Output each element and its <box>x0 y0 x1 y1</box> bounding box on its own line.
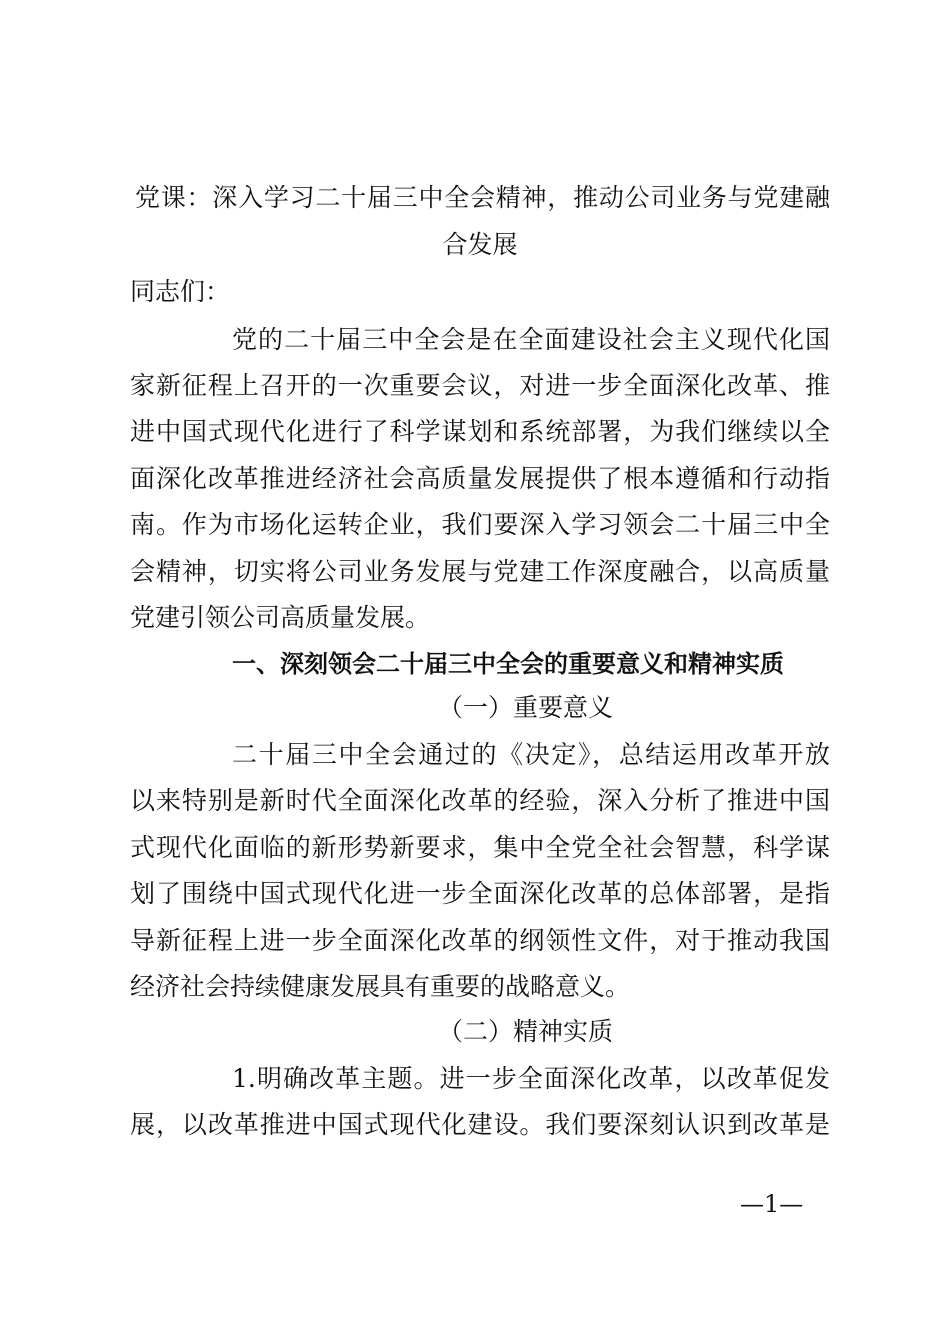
intro-line: 南。作为市场化运转企业，我们要深入学习领会二十届三中全 <box>130 510 830 539</box>
paragraph-line: 1.明确改革主题。进一步全面深化改革，以改革促发 <box>232 1064 830 1093</box>
intro-line: 党的二十届三中全会是在全面建设社会主义现代化国 <box>232 325 830 354</box>
paragraph-line: 式现代化面临的新形势新要求，集中全党全社会智慧，科学谋 <box>130 833 830 862</box>
intro-line: 会精神，切实将公司业务发展与党建工作深度融合，以高质量 <box>130 557 830 586</box>
document-title: 党课：深入学习二十届三中全会精神，推动公司业务与党建融 <box>135 183 830 212</box>
paragraph-line: 导新征程上进一步全面深化改革的纲领性文件，对于推动我国 <box>130 926 830 955</box>
paragraph-line: 划了围绕中国式现代化进一步全面深化改革的总体部署，是指 <box>130 879 830 908</box>
section-heading: 一、深刻领会二十届三中全会的重要意义和精神实质 <box>232 649 784 678</box>
document-title-continued: 合发展 <box>442 230 518 259</box>
intro-line: 进中国式现代化进行了科学谋划和系统部署，为我们继续以全 <box>130 417 830 446</box>
page-number: —1— <box>740 1190 804 1218</box>
paragraph-line: 展，以改革推进中国式现代化建设。我们要深刻认识到改革是 <box>130 1110 830 1139</box>
paragraph-line: 二十届三中全会通过的《决定》，总结运用改革开放 <box>232 740 830 769</box>
intro-line: 党建引领公司高质量发展。 <box>130 603 431 632</box>
paragraph-line: 以来特别是新时代全面深化改革的经验，深入分析了推进中国 <box>130 786 830 815</box>
subsection-heading: （一）重要意义 <box>438 693 614 722</box>
intro-line: 面深化改革推进经济社会高质量发展提供了根本遵循和行动指 <box>130 464 830 493</box>
intro-line: 家新征程上召开的一次重要会议，对进一步全面深化改革、推 <box>130 371 830 400</box>
salutation: 同志们： <box>130 277 231 306</box>
subsection-heading: （二）精神实质 <box>438 1017 614 1046</box>
paragraph-line: 经济社会持续健康发展具有重要的战略意义。 <box>130 972 631 1001</box>
